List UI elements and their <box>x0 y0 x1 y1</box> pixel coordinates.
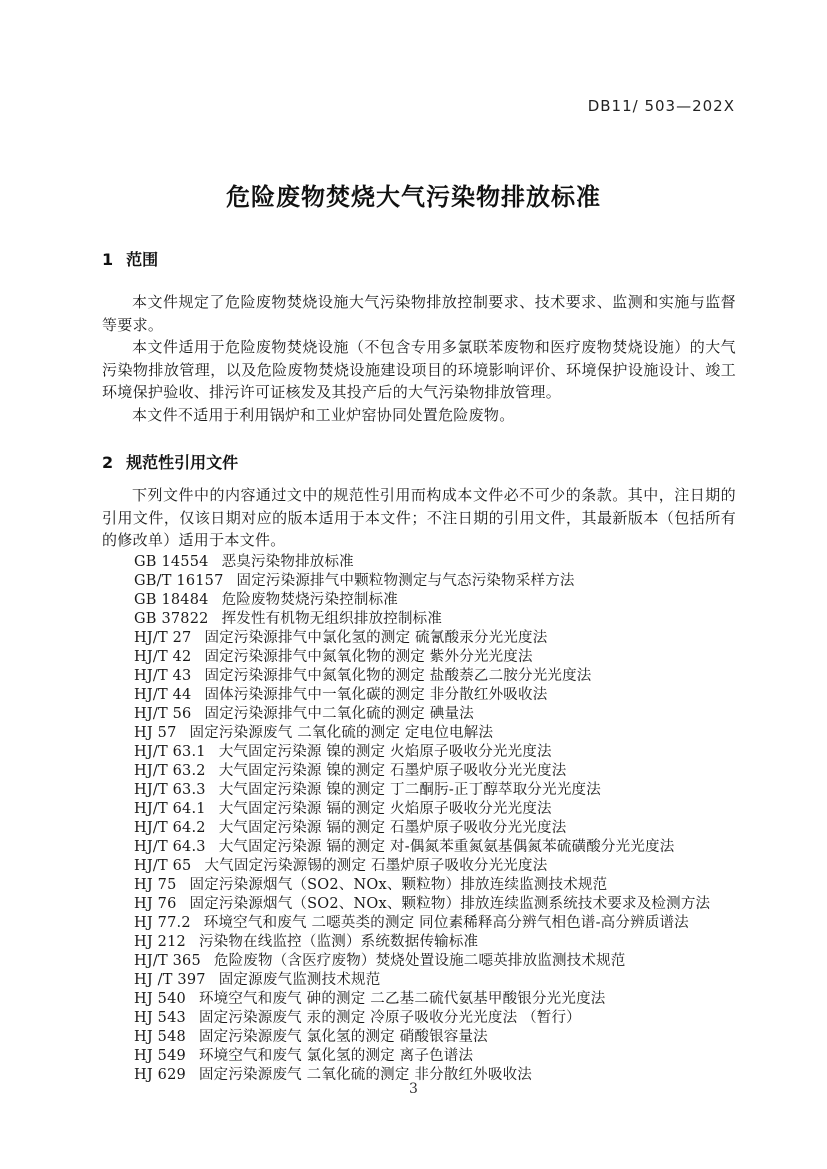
section-number: 2 <box>102 453 114 472</box>
reference-code: HJ/T 365 <box>134 952 201 969</box>
section-scope-heading <box>102 250 736 270</box>
reference-title: 大气固定污染源 镍的测定 火焰原子吸收分光光度法 <box>218 743 552 760</box>
reference-title: 固定污染源排气中氯化氢的测定 硫氰酸汞分光光度法 <box>204 629 548 646</box>
reference-code: HJ/T 64.2 <box>134 819 206 836</box>
section-number: 1 <box>102 250 114 269</box>
paragraph: 本文件适用于危险废物焚烧设施（不包含专用多氯联苯废物和医疗废物焚烧设施）的大气污染物排放管理，以及危险废物焚烧设施建设项目的环境影响评价、环境保护设施设计、竣工环境保护验收、排污许可证核发及其投产后的大气污染物排放管理。 <box>102 338 736 401</box>
document-body <box>102 250 736 1085</box>
reference-item <box>134 1047 736 1066</box>
reference-item <box>134 876 736 895</box>
reference-item <box>134 705 736 724</box>
reference-title: 危险废物（含医疗废物）焚烧处置设施二噁英排放监测技术规范 <box>213 952 626 969</box>
reference-item <box>134 781 736 800</box>
reference-list <box>102 553 736 1085</box>
reference-code: HJ 212 <box>134 933 186 950</box>
reference-code: HJ/T 64.1 <box>134 800 206 817</box>
reference-title: 环境空气和废气 砷的测定 二乙基二硫代氨基甲酸银分光光度法 <box>198 990 606 1007</box>
reference-code: HJ 75 <box>134 876 177 893</box>
reference-item <box>134 857 736 876</box>
section-normative-references <box>102 453 736 1085</box>
reference-item <box>134 762 736 781</box>
reference-title: 危险废物焚烧污染控制标准 <box>221 591 398 608</box>
reference-item <box>134 667 736 686</box>
section-refs-paragraphs <box>102 484 736 552</box>
section-scope-paragraphs <box>102 291 736 426</box>
reference-code: HJ/T 65 <box>134 857 192 874</box>
reference-title: 大气固定污染源 镉的测定 对-偶氮苯重氮氨基偶氮苯硫磺酸分光光度法 <box>218 838 675 855</box>
reference-code: HJ/T 63.2 <box>134 762 206 779</box>
reference-item <box>134 553 736 572</box>
paragraph: 本文件不适用于利用锅炉和工业炉窑协同处置危险废物。 <box>132 405 515 424</box>
reference-item <box>134 952 736 971</box>
reference-code: HJ/T 43 <box>134 667 192 684</box>
reference-title: 固定污染源烟气（SO2、NOx、颗粒物）排放连续监测系统技术要求及检测方法 <box>189 895 711 912</box>
reference-code: HJ 629 <box>134 1066 186 1083</box>
reference-item <box>134 724 736 743</box>
reference-title: 固定污染源废气 二氧化硫的测定 非分散红外吸收法 <box>198 1066 532 1083</box>
reference-title: 环境空气和废气 二噁英类的测定 同位素稀释高分辨气相色谱-高分辨质谱法 <box>203 914 689 931</box>
reference-title: 固定污染源废气 氯化氢的测定 硝酸银容量法 <box>198 1028 488 1045</box>
reference-title: 固体污染源排气中一氧化碳的测定 非分散红外吸收法 <box>204 686 548 703</box>
reference-code: HJ 543 <box>134 1009 186 1026</box>
reference-code: HJ/T 64.3 <box>134 838 206 855</box>
reference-code: HJ/T 63.1 <box>134 743 206 760</box>
reference-title: 挥发性有机物无组织排放控制标准 <box>221 610 443 627</box>
reference-code: HJ 549 <box>134 1047 186 1064</box>
reference-item <box>134 838 736 857</box>
paragraph: 下列文件中的内容通过文中的规范性引用而构成本文件必不可少的条款。其中，注日期的引用文件，仅该日期对应的版本适用于本文件；不注日期的引用文件，其最新版本（包括所有的修改单）适用于本文件。 <box>102 486 736 549</box>
reference-code: HJ 76 <box>134 895 177 912</box>
reference-code: HJ 77.2 <box>134 914 191 931</box>
reference-title: 污染物在线监控（监测）系统数据传输标准 <box>198 933 479 950</box>
reference-title: 环境空气和废气 氯化氢的测定 离子色谱法 <box>198 1047 474 1064</box>
paragraph: 本文件规定了危险废物焚烧设施大气污染物排放控制要求、技术要求、监测和实施与监督等要求。 <box>102 293 736 334</box>
doc-number: DB11/ 503—202X <box>587 97 735 115</box>
page-number: 3 <box>409 1081 418 1097</box>
reference-item <box>134 629 736 648</box>
reference-item <box>134 933 736 952</box>
reference-title: 大气固定污染源 镍的测定 丁二酮肟-正丁醇萃取分光光度法 <box>218 781 601 798</box>
reference-title: 大气固定污染源 镉的测定 石墨炉原子吸收分光光度法 <box>218 819 567 836</box>
reference-title: 固定污染源烟气（SO2、NOx、颗粒物）排放连续监测技术规范 <box>189 876 608 893</box>
reference-code: HJ/T 56 <box>134 705 192 722</box>
reference-title: 固定源废气监测技术规范 <box>218 971 381 988</box>
section-title: 范围 <box>126 250 159 269</box>
reference-code: HJ 548 <box>134 1028 186 1045</box>
reference-code: GB 14554 <box>134 553 209 570</box>
reference-item <box>134 572 736 591</box>
reference-code: GB 18484 <box>134 591 209 608</box>
reference-code: HJ/T 44 <box>134 686 192 703</box>
reference-title: 固定污染源废气 二氧化硫的测定 定电位电解法 <box>189 724 494 741</box>
reference-item <box>134 895 736 914</box>
reference-title: 恶臭污染物排放标准 <box>221 553 354 570</box>
reference-code: HJ/T 42 <box>134 648 192 665</box>
reference-item <box>134 610 736 629</box>
reference-item <box>134 591 736 610</box>
reference-item <box>134 1009 736 1028</box>
reference-title: 大气固定污染源 镍的测定 石墨炉原子吸收分光光度法 <box>218 762 567 779</box>
reference-item <box>134 819 736 838</box>
reference-item <box>134 686 736 705</box>
reference-title: 固定污染源排气中氮氧化物的测定 紫外分光光度法 <box>204 648 533 665</box>
reference-code: HJ/T 63.3 <box>134 781 206 798</box>
reference-item <box>134 800 736 819</box>
reference-title: 固定污染源排气中二氧化硫的测定 碘量法 <box>204 705 474 722</box>
reference-title: 大气固定污染源锡的测定 石墨炉原子吸收分光光度法 <box>204 857 548 874</box>
reference-title: 固定污染源废气 汞的测定 冷原子吸收分光光度法 （暂行） <box>198 1009 581 1026</box>
reference-item <box>134 971 736 990</box>
section-refs-heading <box>102 453 736 473</box>
reference-code: HJ 540 <box>134 990 186 1007</box>
reference-code: HJ /T 397 <box>134 971 206 988</box>
reference-title: 固定污染源排气中氮氧化物的测定 盐酸萘乙二胺分光光度法 <box>204 667 592 684</box>
reference-item <box>134 743 736 762</box>
doc-title: 危险废物焚烧大气污染物排放标准 <box>226 183 601 211</box>
reference-item <box>134 990 736 1009</box>
reference-title: 大气固定污染源 镉的测定 火焰原子吸收分光光度法 <box>218 800 552 817</box>
reference-code: GB 37822 <box>134 610 209 627</box>
reference-item <box>134 1028 736 1047</box>
reference-item <box>134 914 736 933</box>
reference-item <box>134 648 736 667</box>
section-scope <box>102 250 736 426</box>
reference-code: HJ 57 <box>134 724 177 741</box>
reference-code: GB/T 16157 <box>134 572 224 589</box>
reference-title: 固定污染源排气中颗粒物测定与气态污染物采样方法 <box>236 572 575 589</box>
section-title: 规范性引用文件 <box>126 453 239 472</box>
reference-code: HJ/T 27 <box>134 629 192 646</box>
